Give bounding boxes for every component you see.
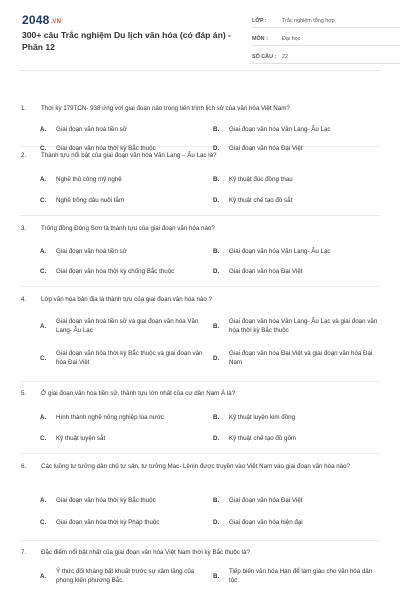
meta-key: LỚP : [252, 18, 267, 24]
option-b[interactable]: B. Giai đoạn văn hóa Văn Lang- Âu Lạc [213, 248, 331, 255]
document-title: 300+ câu Trắc nghiệm Du lịch văn hóa (có đáp án) - Phần 12 [22, 30, 231, 52]
question-4 [20, 295, 380, 382]
option-c[interactable]: C. Nghề trồng dâu nuôi tằm [40, 197, 125, 204]
question-text: Lớp văn hóa bản địa là thành tựu của giai đoạn văn hóa nào ? [41, 296, 212, 303]
question-text: Các luồng tư tưởng dân chủ tư sản, tư tưởng Mac- Lênin được truyền vào Việt Nam vào giai đoạn văn hóa nào? [41, 463, 350, 470]
option-a[interactable]: A. Giai đoạn văn hoá tiền sử [40, 248, 127, 255]
meta-key: SỐ CÂU : [252, 54, 277, 60]
option-b[interactable]: B. Giai đoạn văn hóa Văn Lang- Âu Lạc [213, 126, 331, 133]
question-text: Thành tựu nổi bật của giai đoạn văn hóa Văn Lang – Âu Lạc là? [41, 152, 217, 159]
document-meta [252, 10, 400, 64]
question-6 [20, 462, 380, 541]
meta-row-class [252, 10, 400, 28]
site-logo[interactable]: 2048.VN [22, 13, 62, 27]
option-c[interactable]: C. Giai đoạn văn hóa thời kỳ chống Bắc thuộc [40, 268, 175, 275]
option-d[interactable]: D. Kỹ thuật chế tạo đồ sắt [213, 197, 293, 204]
document-header [20, 0, 380, 71]
option-b[interactable]: B. Giai đoạn văn hóa Đại Việt [213, 497, 303, 504]
option-b[interactable]: B. Kỹ thuật luyện kim đồng [213, 414, 296, 421]
question-number: 1. [21, 105, 27, 112]
option-c[interactable]: C. Giai đoạn văn hóa thời kỳ Bắc thuộc [40, 145, 156, 152]
question-3 [20, 224, 380, 287]
option-d[interactable]: D. Giai đoạn văn hóa Đại Việt [213, 145, 303, 152]
option-d[interactable]: D. Giai đoạn văn hóa Đại Việt [213, 268, 303, 275]
meta-row-count [252, 46, 400, 64]
question-text: Thời kỳ 179TCN- 938 ứng với giai đoạn nào trong tiến trình lịch sử của văn hóa Việt Nam? [41, 105, 290, 112]
question-text: Đặc điểm nổi bật nhất của giai đoạn văn hóa Việt Nam thời kỳ Bắc thuộc là? [41, 549, 250, 556]
option-a[interactable]: A. Nghề thủ công mỹ nghệ [40, 176, 122, 183]
question-7 [20, 548, 380, 600]
question-number: 5. [21, 390, 27, 397]
option-a[interactable]: A. Giai đoạn văn hoá tiền sử [40, 126, 127, 133]
option-d[interactable]: D. Kỹ thuật chế tạo đồ gốm [213, 435, 297, 442]
question-text: Ở giai đoạn văn hóa tiền sử, thành tựu lớn nhất của cư dân Nam Á là? [41, 390, 236, 397]
meta-row-subject [252, 28, 400, 46]
option-a[interactable]: A. Ý thức đối kháng bất khuất trước sự xâm lăng của phong kiến phương Bắc. [40, 568, 195, 584]
question-number: 2. [21, 152, 27, 159]
question-2 [20, 151, 380, 216]
option-c[interactable]: C. Giai đoạn văn hóa thời kỳ Bắc thuộc và giai đoạn văn hóa Đại Việt [40, 350, 203, 366]
question-text: Trống đồng Đông Sơn là thành tựu của giai đoạn văn hóa nào? [41, 225, 215, 232]
meta-value: Trắc nghiệm tổng hợp [282, 18, 335, 24]
option-a[interactable]: A. Giai đoạn văn hoá tiền sử và giai đoạn văn hóa Văn Lang- Âu Lạc [40, 318, 199, 334]
question-number: 3. [21, 225, 27, 232]
question-1 [20, 104, 380, 152]
question-5 [20, 389, 380, 454]
option-d[interactable]: D. Giai đoạn văn hóa hiện đại [213, 519, 303, 526]
meta-key: MÔN : [252, 36, 268, 42]
option-a[interactable]: A. Hình thành nghề nông nghiệp lúa nước [40, 414, 164, 421]
meta-value: Đại học [282, 36, 301, 42]
option-c[interactable]: C. Kỹ thuật luyện sắt [40, 435, 106, 442]
option-d[interactable]: D. Giai đoạn văn hóa Đại Việt và giai đoạn văn hóa Đại Nam [213, 350, 373, 366]
meta-value: 22 [282, 54, 288, 60]
question-number: 6. [21, 463, 27, 470]
option-b[interactable]: B. Giai đoạn văn hóa Văn Lang- Âu Lạc và giai đoạn văn hóa thời kỳ Bắc thuộc [213, 318, 378, 334]
option-b[interactable]: B. Kỹ thuật đúc đồng thau [213, 176, 293, 183]
option-b[interactable]: B. Tiếp biến văn hóa Hán để làm giàu cho văn hóa dân tộc. [213, 568, 373, 584]
option-a[interactable]: A. Giai đoạn văn hóa thời kỳ Bắc thuộc [40, 497, 156, 504]
logo-suffix: .VN [50, 19, 62, 25]
question-number: 7. [21, 549, 27, 556]
option-c[interactable]: C. Giai đoạn văn hóa thời kỳ Pháp thuộc [40, 519, 160, 526]
question-number: 4. [21, 296, 27, 303]
